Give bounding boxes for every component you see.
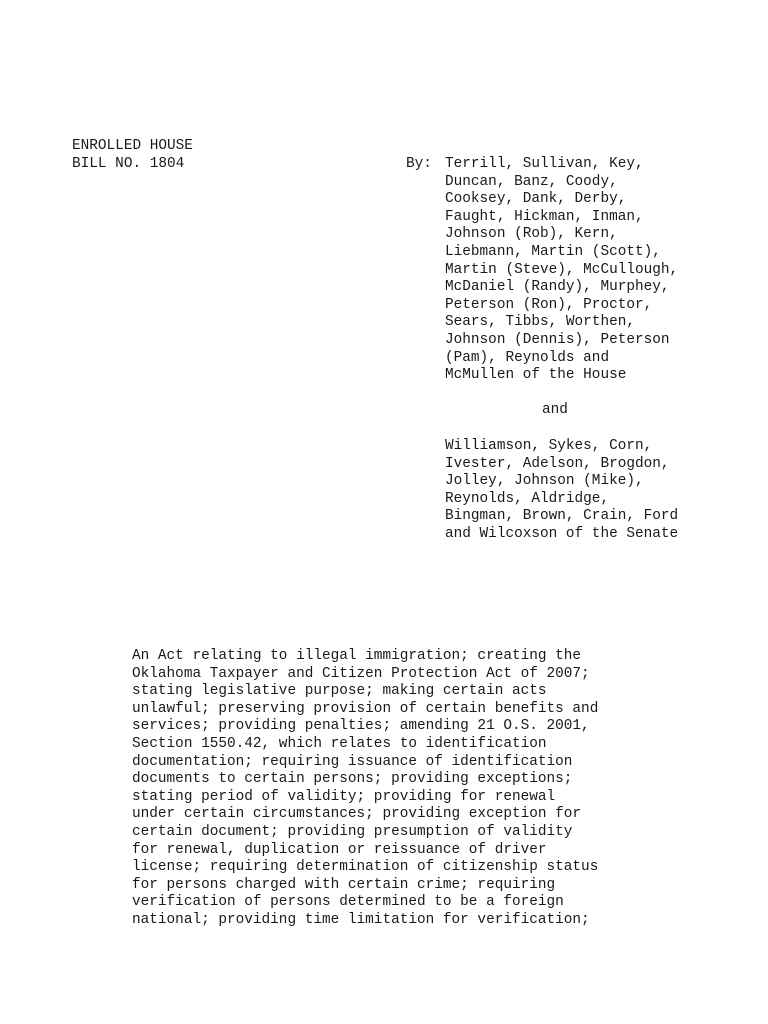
house-author-line: McDaniel (Randy), Murphey, bbox=[445, 279, 670, 296]
act-title-line: certain document; providing presumption of validity bbox=[132, 823, 573, 840]
house-author-line: Faught, Hickman, Inman, bbox=[445, 208, 644, 225]
act-title-line: documentation; requiring issuance of identification bbox=[132, 753, 573, 770]
by-label: By: bbox=[406, 156, 432, 172]
house-author-line: (Pam), Reynolds and bbox=[445, 349, 610, 366]
act-title-line: An Act relating to illegal immigration; creating the bbox=[132, 648, 582, 664]
bill-number-line: BILL NO. 1804 bbox=[72, 155, 185, 172]
house-authors bbox=[445, 156, 678, 385]
house-author-line: Cooksey, Dank, Derby, bbox=[445, 191, 627, 208]
house-author-line: Martin (Steve), McCullough, bbox=[445, 261, 679, 278]
act-title-line: documents to certain persons; providing exceptions; bbox=[132, 771, 573, 788]
act-title-line: Oklahoma Taxpayer and Citizen Protection Act of 2007; bbox=[132, 665, 590, 682]
and-conjunction: and bbox=[542, 402, 568, 418]
act-title-line: under certain circumstances; providing exception for bbox=[132, 806, 582, 823]
senate-authors bbox=[445, 438, 678, 544]
act-title-line: services; providing penalties; amending 21 O.S. 2001, bbox=[132, 718, 590, 735]
house-author-line: McMullen of the House bbox=[445, 367, 627, 384]
act-title-line: Section 1550.42, which relates to identification bbox=[132, 735, 547, 752]
house-author-line: Liebmann, Martin (Scott), bbox=[445, 243, 661, 260]
bill-heading-line: ENROLLED HOUSE bbox=[72, 138, 193, 154]
act-title-line: verification of persons determined to be a foreign bbox=[132, 894, 564, 911]
senate-author-line: Jolley, Johnson (Mike), bbox=[445, 473, 644, 490]
senate-author-line: Reynolds, Aldridge, bbox=[445, 490, 610, 507]
act-title-line: stating legislative purpose; making certain acts bbox=[132, 683, 547, 700]
act-title-line: unlawful; preserving provision of certain benefits and bbox=[132, 700, 599, 717]
house-author-line: Duncan, Banz, Coody, bbox=[445, 173, 618, 190]
house-author-line: Johnson (Rob), Kern, bbox=[445, 226, 618, 243]
act-title-line: national; providing time limitation for verification; bbox=[132, 911, 590, 928]
house-author-line: Sears, Tibbs, Worthen, bbox=[445, 314, 635, 331]
act-title-line: for persons charged with certain crime; requiring bbox=[132, 876, 556, 893]
house-author-line: Peterson (Ron), Proctor, bbox=[445, 296, 653, 313]
act-title-line: for renewal, duplication or reissuance of driver bbox=[132, 841, 547, 858]
act-title-line: stating period of validity; providing for renewal bbox=[132, 788, 556, 805]
senate-author-line: Bingman, Brown, Crain, Ford bbox=[445, 508, 679, 525]
senate-author-line: Ivester, Adelson, Brogdon, bbox=[445, 455, 670, 472]
house-author-line: Johnson (Dennis), Peterson bbox=[445, 331, 670, 348]
senate-author-line: and Wilcoxson of the Senate bbox=[445, 525, 679, 542]
house-author-line: Terrill, Sullivan, Key, bbox=[445, 156, 644, 172]
act-title-line: license; requiring determination of citizenship status bbox=[132, 859, 599, 876]
bill-identifier bbox=[72, 138, 193, 173]
senate-author-line: Williamson, Sykes, Corn, bbox=[445, 438, 653, 454]
act-title bbox=[132, 648, 598, 930]
